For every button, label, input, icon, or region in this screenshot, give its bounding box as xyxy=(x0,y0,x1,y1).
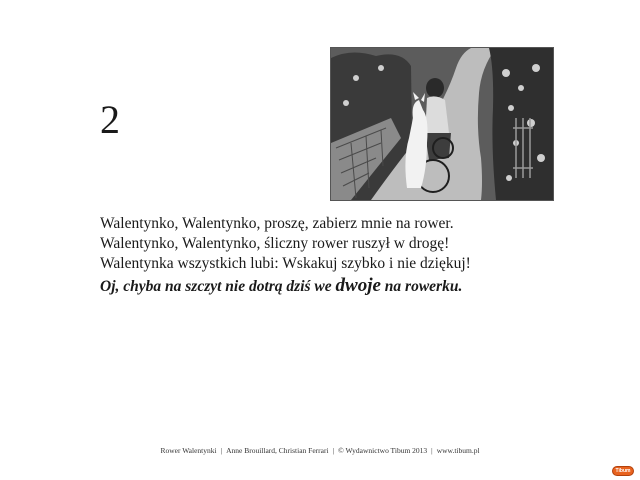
verse-line-3: Walentynka wszystkich lubi: Wskakuj szybko i nie dziękuj! xyxy=(100,255,471,272)
page-footer xyxy=(0,446,640,456)
verse-line-4-end: na rowerku. xyxy=(380,278,463,295)
footer-book-title: Rower Walentynki xyxy=(160,446,217,455)
tibum-logo-button[interactable]: Tibum xyxy=(612,466,634,476)
footer-publisher: © Wydawnictwo Tibum 2013 xyxy=(338,446,428,455)
footer-authors: Anne Brouillard, Christian Ferrari xyxy=(226,446,329,455)
page-number: 2 xyxy=(100,97,120,142)
verse-line-4 xyxy=(100,276,580,297)
illustration-drawing xyxy=(331,48,553,200)
verse-line-1: Walentynko, Walentynko, proszę, zabierz mnie na rower. xyxy=(100,215,454,232)
verse-line-4-emphasis: dwoje xyxy=(335,275,381,296)
footer-website-link[interactable]: www.tibum.pl xyxy=(436,446,480,455)
verse-line-2: Walentynko, Walentynko, śliczny rower ruszył w drogę! xyxy=(100,235,450,252)
footer-separator: | xyxy=(332,446,335,455)
illustration-image xyxy=(330,47,554,201)
verse-line-4-start: Oj, chyba na szczyt nie dotrą dziś we xyxy=(100,278,336,295)
footer-separator: | xyxy=(431,446,433,455)
footer-separator: | xyxy=(220,446,223,455)
verse-text xyxy=(100,214,580,297)
